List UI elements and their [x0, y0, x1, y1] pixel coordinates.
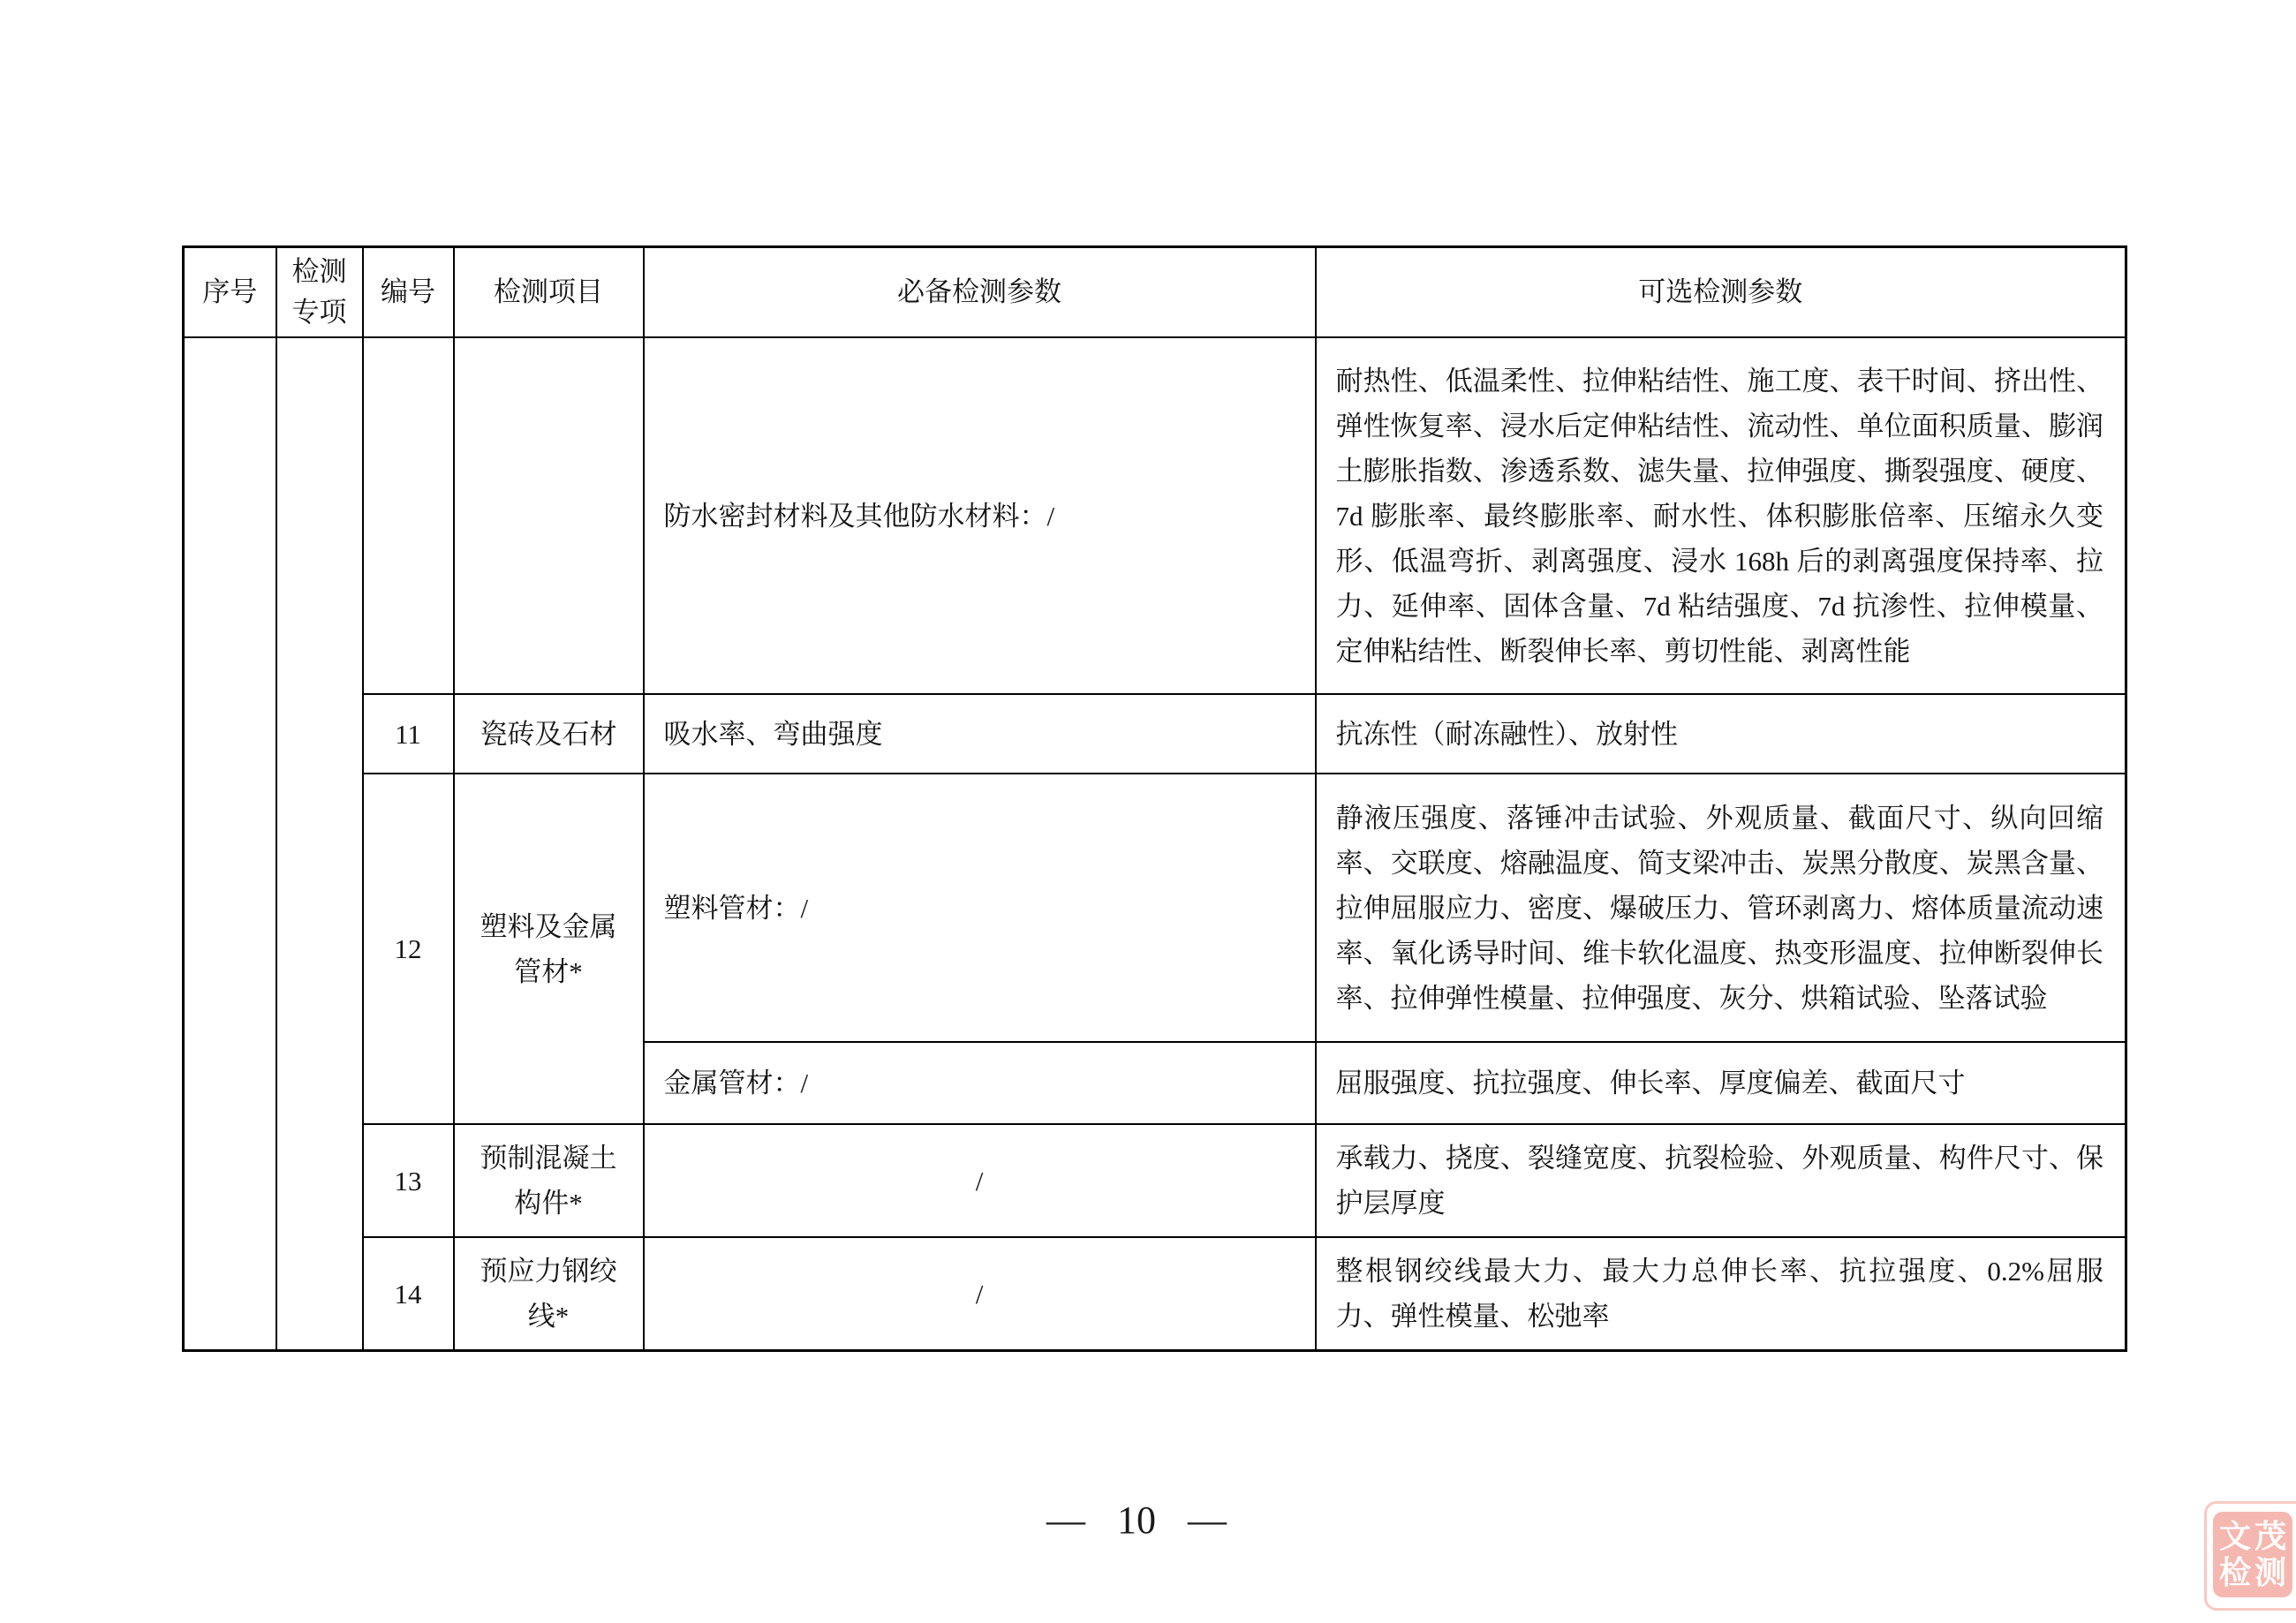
- row-continuation: [184, 337, 2126, 694]
- cell-required-13: /: [644, 1124, 1316, 1237]
- cell-optional-14: 整根钢绞线最大力、最大力总伸长率、抗拉强度、0.2%屈服力、弹性模量、松弛率: [1316, 1237, 2126, 1351]
- seal-char-2: 茂: [2254, 1519, 2286, 1555]
- col-header-required-params: 必备检测参数: [644, 247, 1316, 338]
- inspection-parameters-table: [182, 245, 2127, 1352]
- cell-required-12-metal: 金属管材：/: [644, 1042, 1316, 1124]
- cell-number-14: 14: [363, 1237, 454, 1351]
- cell-serial-span: [184, 337, 276, 1351]
- cell-number-11: 11: [363, 694, 454, 774]
- row-14: [184, 1237, 2126, 1351]
- cell-required-14: /: [644, 1237, 1316, 1351]
- cell-required-waterproof: 防水密封材料及其他防水材料：/: [644, 337, 1316, 694]
- cell-item-14: 预应力钢绞线*: [454, 1237, 644, 1351]
- cell-item-11: 瓷砖及石材: [454, 694, 644, 774]
- seal-char-1: 文: [2218, 1519, 2251, 1555]
- page-number-value: 10: [1117, 1498, 1156, 1542]
- row-12-plastic: [184, 774, 2126, 1042]
- cell-number-13: 13: [363, 1124, 454, 1237]
- cell-specialty-span: [276, 337, 363, 1351]
- company-seal-stamp: [2213, 1512, 2292, 1597]
- cell-required-11: 吸水率、弯曲强度: [644, 694, 1316, 774]
- row-11: [184, 694, 2126, 774]
- cell-optional-11: 抗冻性（耐冻融性）、放射性: [1316, 694, 2126, 774]
- cell-optional-12-metal: 屈服强度、抗拉强度、伸长率、厚度偏差、截面尺寸: [1316, 1042, 2126, 1124]
- page-number: [960, 1498, 1313, 1543]
- col-header-item: 检测项目: [454, 247, 644, 338]
- row-13: [184, 1124, 2126, 1237]
- cell-optional-13: 承载力、挠度、裂缝宽度、抗裂检验、外观质量、构件尺寸、保护层厚度: [1316, 1124, 2126, 1237]
- cell-number-empty: [363, 337, 454, 694]
- cell-item-13: 预制混凝土构件*: [454, 1124, 644, 1237]
- seal-char-4: 测: [2254, 1554, 2286, 1590]
- header-row: [184, 247, 2126, 338]
- cell-number-12: 12: [363, 774, 454, 1124]
- cell-optional-12-plastic: 静液压强度、落锤冲击试验、外观质量、截面尺寸、纵向回缩率、交联度、熔融温度、简支梁冲击、炭黑分散度、炭黑含量、拉伸屈服应力、密度、爆破压力、管环剥离力、熔体质量流动速率、氧化诱导时间、维卡软化温度、热变形温度、拉伸断裂伸长率、拉伸弹性模量、拉伸强度、灰分、烘箱试验、坠落试验: [1316, 774, 2126, 1042]
- seal-char-3: 检: [2218, 1554, 2251, 1590]
- cell-item-empty: [454, 337, 644, 694]
- page-number-dash-right: —: [1188, 1498, 1227, 1542]
- cell-item-12: 塑料及金属管材*: [454, 774, 644, 1124]
- col-header-specialty: 检测专项: [276, 247, 363, 338]
- col-header-number: 编号: [363, 247, 454, 338]
- page-number-dash-left: —: [1046, 1498, 1085, 1542]
- col-header-serial: 序号: [184, 247, 276, 338]
- cell-required-12-plastic: 塑料管材：/: [644, 774, 1316, 1042]
- cell-optional-waterproof: 耐热性、低温柔性、拉伸粘结性、施工度、表干时间、挤出性、弹性恢复率、浸水后定伸粘结性、流动性、单位面积质量、膨润土膨胀指数、渗透系数、滤失量、拉伸强度、撕裂强度、硬度、7d 膨胀率、最终膨胀率、耐水性、体积膨胀倍率、压缩永久变形、低温弯折、剥离强度、浸水 168h 后的剥离强度保持率、拉力、延伸率、固体含量、7d 粘结强度、7d 抗渗性、拉伸模量、定伸粘结性、断裂伸长率、剪切性能、剥离性能: [1316, 337, 2126, 694]
- col-header-optional-params: 可选检测参数: [1316, 247, 2126, 338]
